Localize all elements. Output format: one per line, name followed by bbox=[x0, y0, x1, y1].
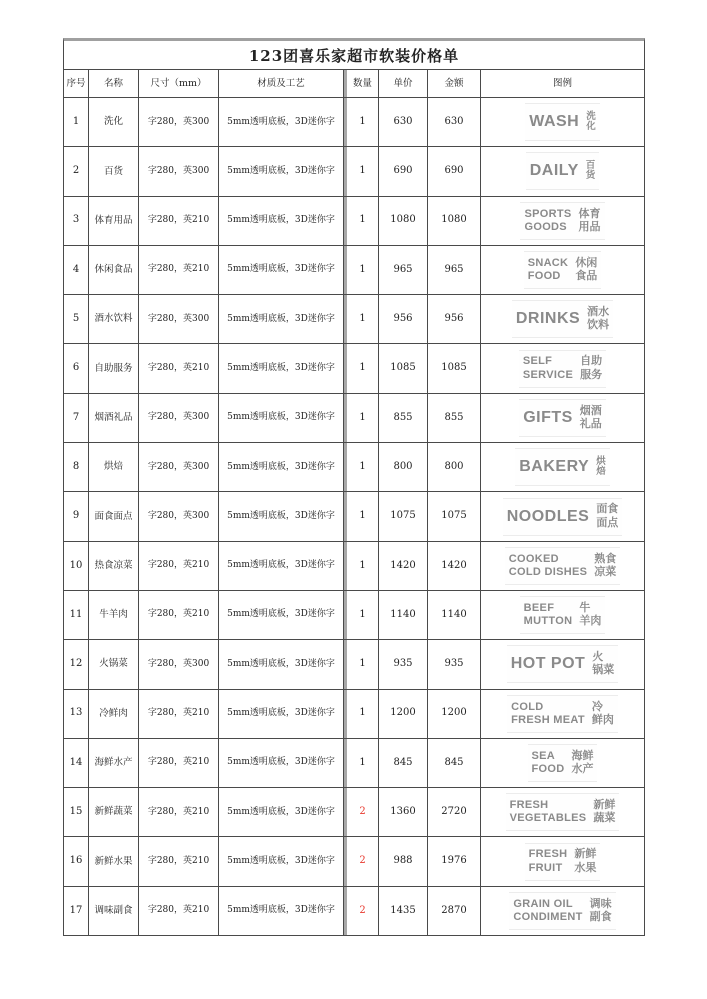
cell-size: 字280，英300 bbox=[139, 98, 219, 146]
cell-unit-price: 1075 bbox=[379, 492, 428, 540]
cell-row-number: 13 bbox=[64, 690, 89, 738]
cell-quantity: 2 bbox=[344, 887, 379, 935]
cell-unit-price: 690 bbox=[379, 147, 428, 195]
table-row bbox=[64, 591, 644, 640]
cell-amount: 690 bbox=[428, 147, 481, 195]
cell-quantity: 1 bbox=[344, 640, 379, 688]
cell-legend bbox=[481, 98, 644, 146]
cell-material: 5mm透明底板，3D迷你字 bbox=[219, 591, 344, 639]
legend-chinese-text: 洗 化 bbox=[586, 111, 596, 133]
cell-quantity: 2 bbox=[344, 788, 379, 836]
cell-name: 牛羊肉 bbox=[89, 591, 139, 639]
table-row bbox=[64, 640, 644, 689]
legend-chinese-text: 调味 副食 bbox=[589, 897, 612, 923]
cell-size: 字280，英210 bbox=[139, 837, 219, 885]
cell-legend bbox=[481, 394, 644, 442]
header-material: 材质及工艺 bbox=[219, 70, 344, 97]
cell-name: 海鲜水产 bbox=[89, 739, 139, 787]
cell-unit-price: 1085 bbox=[379, 344, 428, 392]
cell-name: 火锅菜 bbox=[89, 640, 139, 688]
table-body bbox=[64, 98, 644, 935]
table-title bbox=[64, 41, 644, 70]
legend-chinese-text: 休闲 食品 bbox=[575, 256, 598, 283]
header-name: 名称 bbox=[89, 70, 139, 97]
cell-legend bbox=[481, 542, 644, 590]
table-row bbox=[64, 197, 644, 246]
cell-unit-price: 1140 bbox=[379, 591, 428, 639]
cell-name: 体育用品 bbox=[89, 197, 139, 245]
cell-amount: 935 bbox=[428, 640, 481, 688]
legend-english-text: SNACK FOOD bbox=[527, 256, 569, 283]
cell-legend bbox=[481, 739, 644, 787]
legend-sign-preview bbox=[507, 695, 618, 733]
cell-name: 洗化 bbox=[89, 98, 139, 146]
cell-material: 5mm透明底板，3D迷你字 bbox=[219, 887, 344, 935]
legend-english-text: HOT POT bbox=[510, 655, 586, 673]
cell-material: 5mm透明底板，3D迷你字 bbox=[219, 788, 344, 836]
cell-legend bbox=[481, 591, 644, 639]
cell-amount: 800 bbox=[428, 443, 481, 491]
cell-amount: 1976 bbox=[428, 837, 481, 885]
legend-english-text: SEA FOOD bbox=[531, 749, 565, 775]
legend-english-text: GRAIN OIL CONDIMENT bbox=[513, 897, 583, 923]
legend-english-text: NOODLES bbox=[506, 507, 590, 525]
header-amount: 金额 bbox=[428, 70, 481, 97]
legend-chinese-text: 酒水 饮料 bbox=[587, 306, 610, 332]
cell-row-number: 2 bbox=[64, 147, 89, 195]
legend-chinese-text: 新鲜 蔬菜 bbox=[593, 799, 616, 825]
legend-sign-preview bbox=[526, 152, 600, 190]
legend-chinese-text: 火 锅菜 bbox=[592, 651, 615, 677]
table-row bbox=[64, 344, 644, 393]
cell-material: 5mm透明底板，3D迷你字 bbox=[219, 443, 344, 491]
cell-legend bbox=[481, 837, 644, 885]
cell-material: 5mm透明底板，3D迷你字 bbox=[219, 542, 344, 590]
table-row bbox=[64, 887, 644, 935]
cell-material: 5mm透明底板，3D迷你字 bbox=[219, 98, 344, 146]
cell-legend bbox=[481, 492, 644, 540]
table-row bbox=[64, 394, 644, 443]
cell-quantity: 1 bbox=[344, 443, 379, 491]
cell-size: 字280，英300 bbox=[139, 394, 219, 442]
cell-material: 5mm透明底板，3D迷你字 bbox=[219, 640, 344, 688]
cell-unit-price: 845 bbox=[379, 739, 428, 787]
cell-name: 酒水饮料 bbox=[89, 295, 139, 343]
cell-row-number: 16 bbox=[64, 837, 89, 885]
table-row bbox=[64, 542, 644, 591]
legend-chinese-text: 冷 鲜肉 bbox=[591, 700, 614, 726]
cell-amount: 956 bbox=[428, 295, 481, 343]
cell-size: 字280，英210 bbox=[139, 246, 219, 294]
cell-size: 字280，英210 bbox=[139, 690, 219, 738]
cell-legend bbox=[481, 147, 644, 195]
cell-quantity: 1 bbox=[344, 591, 379, 639]
header-unit-price: 单价 bbox=[379, 70, 428, 97]
page-title: 123团喜乐家超市软装价格单 bbox=[248, 46, 460, 65]
cell-row-number: 11 bbox=[64, 591, 89, 639]
cell-legend bbox=[481, 246, 644, 294]
cell-quantity: 1 bbox=[344, 492, 379, 540]
cell-material: 5mm透明底板，3D迷你字 bbox=[219, 492, 344, 540]
cell-amount: 1200 bbox=[428, 690, 481, 738]
cell-size: 字280，英210 bbox=[139, 788, 219, 836]
cell-legend bbox=[481, 690, 644, 738]
legend-english-text: DAILY bbox=[529, 162, 579, 180]
cell-row-number: 17 bbox=[64, 887, 89, 935]
cell-material: 5mm透明底板，3D迷你字 bbox=[219, 147, 344, 195]
cell-size: 字280，英300 bbox=[139, 640, 219, 688]
legend-sign-preview bbox=[503, 498, 623, 536]
legend-english-text: BAKERY bbox=[519, 458, 590, 476]
legend-chinese-text: 牛 羊肉 bbox=[579, 601, 602, 628]
legend-sign-preview bbox=[505, 547, 620, 585]
cell-size: 字280，英210 bbox=[139, 197, 219, 245]
legend-sign-preview bbox=[509, 892, 615, 930]
cell-name: 自助服务 bbox=[89, 344, 139, 392]
cell-row-number: 1 bbox=[64, 98, 89, 146]
cell-name: 热食凉菜 bbox=[89, 542, 139, 590]
cell-amount: 1080 bbox=[428, 197, 481, 245]
cell-quantity: 1 bbox=[344, 98, 379, 146]
legend-sign-preview bbox=[525, 103, 600, 141]
legend-english-text: DRINKS bbox=[515, 310, 581, 328]
cell-unit-price: 1200 bbox=[379, 690, 428, 738]
cell-amount: 1075 bbox=[428, 492, 481, 540]
table-row bbox=[64, 492, 644, 541]
legend-chinese-text: 烘 焙 bbox=[596, 456, 606, 478]
cell-size: 字280，英210 bbox=[139, 739, 219, 787]
cell-size: 字280，英300 bbox=[139, 443, 219, 491]
table-row bbox=[64, 739, 644, 788]
cell-legend bbox=[481, 344, 644, 392]
cell-row-number: 6 bbox=[64, 344, 89, 392]
table-row bbox=[64, 147, 644, 196]
legend-sign-preview bbox=[520, 596, 606, 634]
table-row bbox=[64, 295, 644, 344]
cell-unit-price: 800 bbox=[379, 443, 428, 491]
legend-english-text: BEEF MUTTON bbox=[523, 601, 573, 628]
cell-row-number: 4 bbox=[64, 246, 89, 294]
legend-chinese-text: 百 货 bbox=[585, 160, 596, 182]
cell-unit-price: 965 bbox=[379, 246, 428, 294]
legend-english-text: WASH bbox=[529, 113, 580, 131]
table-row bbox=[64, 788, 644, 837]
legend-sign-preview bbox=[506, 793, 620, 831]
legend-sign-preview bbox=[524, 251, 602, 289]
legend-sign-preview bbox=[528, 744, 598, 782]
cell-amount: 2720 bbox=[428, 788, 481, 836]
legend-sign-preview bbox=[507, 645, 619, 683]
header-legend: 图例 bbox=[552, 77, 572, 89]
header-no: 序号 bbox=[64, 70, 89, 97]
cell-size: 字280，英300 bbox=[139, 147, 219, 195]
cell-quantity: 1 bbox=[344, 739, 379, 787]
legend-sign-preview bbox=[512, 300, 613, 338]
table-row bbox=[64, 443, 644, 492]
cell-row-number: 9 bbox=[64, 492, 89, 540]
cell-name: 休闲食品 bbox=[89, 246, 139, 294]
legend-sign-preview bbox=[515, 448, 609, 486]
cell-row-number: 3 bbox=[64, 197, 89, 245]
legend-english-text: FRESH VEGETABLES bbox=[509, 799, 587, 825]
cell-row-number: 5 bbox=[64, 295, 89, 343]
legend-sign-preview bbox=[520, 202, 604, 240]
cell-name: 冷鲜肉 bbox=[89, 690, 139, 738]
cell-unit-price: 1420 bbox=[379, 542, 428, 590]
cell-unit-price: 956 bbox=[379, 295, 428, 343]
cell-legend bbox=[481, 788, 644, 836]
cell-amount: 1420 bbox=[428, 542, 481, 590]
legend-chinese-text: 烟酒 礼品 bbox=[579, 404, 602, 430]
cell-size: 字280，英210 bbox=[139, 591, 219, 639]
cell-unit-price: 1080 bbox=[379, 197, 428, 245]
cell-material: 5mm透明底板，3D迷你字 bbox=[219, 344, 344, 392]
cell-unit-price: 855 bbox=[379, 394, 428, 442]
legend-chinese-text: 面食 面点 bbox=[596, 503, 619, 529]
cell-amount: 1140 bbox=[428, 591, 481, 639]
legend-chinese-text: 自助 服务 bbox=[580, 355, 603, 381]
cell-unit-price: 630 bbox=[379, 98, 428, 146]
table-row bbox=[64, 246, 644, 295]
cell-amount: 965 bbox=[428, 246, 481, 294]
cell-legend bbox=[481, 295, 644, 343]
cell-name: 调味副食 bbox=[89, 887, 139, 935]
header-size: 尺寸（mm） bbox=[139, 70, 219, 97]
cell-quantity: 1 bbox=[344, 147, 379, 195]
cell-unit-price: 935 bbox=[379, 640, 428, 688]
header-qty: 数量 bbox=[344, 70, 379, 97]
cell-name: 烘焙 bbox=[89, 443, 139, 491]
table-row bbox=[64, 690, 644, 739]
cell-material: 5mm透明底板，3D迷你字 bbox=[219, 246, 344, 294]
cell-material: 5mm透明底板，3D迷你字 bbox=[219, 394, 344, 442]
cell-unit-price: 1435 bbox=[379, 887, 428, 935]
cell-row-number: 10 bbox=[64, 542, 89, 590]
legend-english-text: FRESH FRUIT bbox=[528, 848, 568, 874]
cell-quantity: 1 bbox=[344, 197, 379, 245]
legend-chinese-text: 新鲜 水果 bbox=[574, 848, 597, 874]
cell-amount: 1085 bbox=[428, 344, 481, 392]
cell-legend bbox=[481, 640, 644, 688]
cell-name: 新鲜水果 bbox=[89, 837, 139, 885]
cell-material: 5mm透明底板，3D迷你字 bbox=[219, 837, 344, 885]
cell-legend bbox=[481, 443, 644, 491]
cell-material: 5mm透明底板，3D迷你字 bbox=[219, 197, 344, 245]
cell-amount: 630 bbox=[428, 98, 481, 146]
legend-sign-preview bbox=[519, 350, 606, 388]
cell-quantity: 1 bbox=[344, 394, 379, 442]
cell-legend bbox=[481, 887, 644, 935]
table-row bbox=[64, 98, 644, 147]
cell-size: 字280，英210 bbox=[139, 887, 219, 935]
legend-english-text: GIFTS bbox=[523, 408, 573, 426]
legend-english-text: COLD FRESH MEAT bbox=[511, 700, 585, 726]
cell-quantity: 1 bbox=[344, 246, 379, 294]
cell-material: 5mm透明底板，3D迷你字 bbox=[219, 295, 344, 343]
cell-name: 百货 bbox=[89, 147, 139, 195]
cell-material: 5mm透明底板，3D迷你字 bbox=[219, 739, 344, 787]
cell-quantity: 1 bbox=[344, 690, 379, 738]
cell-amount: 845 bbox=[428, 739, 481, 787]
legend-sign-preview bbox=[519, 399, 606, 437]
cell-quantity: 1 bbox=[344, 295, 379, 343]
legend-english-text: SELF SERVICE bbox=[522, 355, 574, 381]
cell-name: 新鲜蔬菜 bbox=[89, 788, 139, 836]
cell-row-number: 12 bbox=[64, 640, 89, 688]
cell-row-number: 7 bbox=[64, 394, 89, 442]
legend-english-text: COOKED COLD DISHES bbox=[508, 552, 588, 578]
cell-amount: 2870 bbox=[428, 887, 481, 935]
cell-size: 字280，英300 bbox=[139, 295, 219, 343]
cell-unit-price: 1360 bbox=[379, 788, 428, 836]
price-table bbox=[63, 38, 645, 936]
cell-name: 面食面点 bbox=[89, 492, 139, 540]
legend-chinese-text: 体育 用品 bbox=[578, 207, 601, 233]
table-row bbox=[64, 837, 644, 886]
legend-english-text: SPORTS GOODS bbox=[524, 207, 572, 233]
legend-sign-preview bbox=[525, 843, 601, 881]
cell-name: 烟酒礼品 bbox=[89, 394, 139, 442]
cell-quantity: 1 bbox=[344, 542, 379, 590]
cell-size: 字280，英300 bbox=[139, 492, 219, 540]
cell-size: 字280，英210 bbox=[139, 344, 219, 392]
cell-quantity: 1 bbox=[344, 344, 379, 392]
cell-material: 5mm透明底板，3D迷你字 bbox=[219, 690, 344, 738]
cell-row-number: 15 bbox=[64, 788, 89, 836]
table-header-row bbox=[64, 70, 644, 98]
cell-unit-price: 988 bbox=[379, 837, 428, 885]
cell-quantity: 2 bbox=[344, 837, 379, 885]
legend-chinese-text: 海鲜 水产 bbox=[571, 749, 594, 775]
cell-row-number: 14 bbox=[64, 739, 89, 787]
cell-amount: 855 bbox=[428, 394, 481, 442]
cell-row-number: 8 bbox=[64, 443, 89, 491]
cell-size: 字280，英210 bbox=[139, 542, 219, 590]
cell-legend bbox=[481, 197, 644, 245]
legend-chinese-text: 熟食 凉菜 bbox=[594, 552, 617, 578]
